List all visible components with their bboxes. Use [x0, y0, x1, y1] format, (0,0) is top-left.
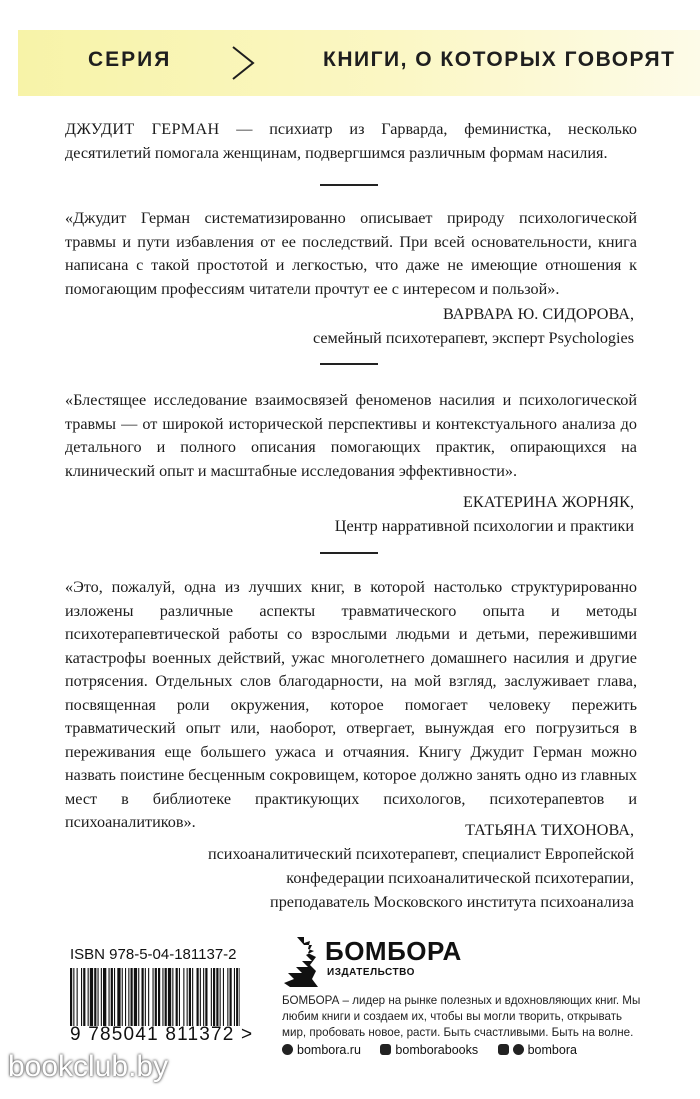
telegram-icon	[513, 1044, 524, 1055]
series-label: СЕРИЯ	[88, 48, 172, 71]
review-attribution-2	[335, 490, 634, 538]
divider	[320, 552, 378, 554]
watermark: bookclub.by	[8, 1050, 169, 1083]
social-label: bomborabooks	[395, 1043, 479, 1057]
video-icon	[498, 1044, 509, 1055]
social-label: bombora.ru	[297, 1043, 361, 1057]
divider	[320, 363, 378, 365]
review-quote-2: «Блестящее исследование взаимосвязей феноменов насилия и психологической травмы — от широкой исторической перспективы и контекстуального анализа до детального и полного описания помогающих практик, опирающихся на клинический опыт и масштабные исследования эффективности».	[65, 391, 637, 480]
review-attribution-1	[313, 302, 634, 350]
publisher-logo-sub: ИЗДАТЕЛЬСТВО	[327, 967, 415, 978]
reviewer-role: семейный психотерапевт, эксперт Psychologies	[312, 329, 634, 347]
social-label: bombora	[527, 1043, 577, 1057]
vk-icon	[380, 1044, 391, 1055]
barcode	[70, 968, 240, 1026]
reviewer-name: ЕКАТЕРИНА ЖОРНЯК,	[463, 493, 634, 511]
review-quote-1: «Джудит Герман систематизированно описывает природу психологической травмы и пути избавления от ее последствий. При всей основательности, книга написана с такой простотой и легкостью, что даже не имеющие отношения к помогающим профессиям читатели прочтут ее с интересом и пользой».	[65, 209, 637, 298]
author-bio	[65, 118, 637, 165]
reviewer-role: Центр нарративной психологии и практики	[334, 517, 634, 535]
divider	[320, 184, 378, 186]
reviewer-role: конфедерации психоаналитической психотерапии,	[286, 869, 634, 887]
isbn-label: ISBN 978-5-04-181137-2	[70, 946, 237, 963]
bombora-logo-icon	[282, 935, 320, 987]
publisher-socials	[282, 1043, 593, 1057]
publisher-description: БОМБОРА – лидер на рынке полезных и вдохновляющих книг. Мы любим книги и создаем их, чтобы вы могли творить, открывать мир, пробовать новое, расти. Быть счастливыми. Быть на волне.	[282, 994, 641, 1039]
chevron-right-icon	[223, 43, 263, 83]
review-quote-3: «Это, пожалуй, одна из лучших книг, в которой настолько структурированно изложены различные аспекты травматического опыта и методы психотерапевтической работы со взрослыми людьми и детьми, пережившими катастрофы военных действий, ужас многолетнего домашнего насилия и другие потрясения. Отдельных слов благодарности, на мой взгляд, заслуживает глава, посвященная роли окружения, которое помогает человеку пережить травматический опыт или, наоборот, отвергает, вынуждая его погрузиться в переживания еще большего ужаса и отчаяния. Книгу Джудит Герман можно назвать поистине бесценным сокровищем, которое должно занять одно из главных мест в библиотеке практикующих психологов, психотерапевтов и психоаналитиков».	[65, 578, 637, 831]
social-website	[282, 1043, 361, 1057]
series-banner	[18, 30, 700, 96]
reviewer-name: ТАТЬЯНА ТИХОНОВА,	[465, 821, 634, 839]
social-vk	[380, 1043, 478, 1057]
publisher-logo-name: БОМБОРА	[325, 936, 462, 966]
globe-icon	[282, 1044, 293, 1055]
barcode-number: 9 785041 811372	[70, 1024, 235, 1045]
barcode-digits	[70, 1024, 253, 1046]
series-name: КНИГИ, О КОТОРЫХ ГОВОРЯТ	[323, 48, 676, 71]
reviewer-role: психоаналитический психотерапевт, специалист Европейской	[207, 845, 634, 863]
reviewer-role: преподаватель Московского института психоанализа	[270, 893, 634, 911]
reviewer-name: ВАРВАРА Ю. СИДОРОВА,	[443, 305, 634, 323]
social-video	[498, 1043, 577, 1057]
author-bio-text: — психиатр из Гарварда, феминистка, несколько десятилетий помогала женщинам, подвергшимся различным формам насилия.	[65, 120, 637, 162]
review-attribution-3	[208, 818, 634, 914]
author-name: ДЖУДИТ ГЕРМАН	[65, 120, 220, 138]
barcode-arrow: >	[241, 1024, 254, 1045]
